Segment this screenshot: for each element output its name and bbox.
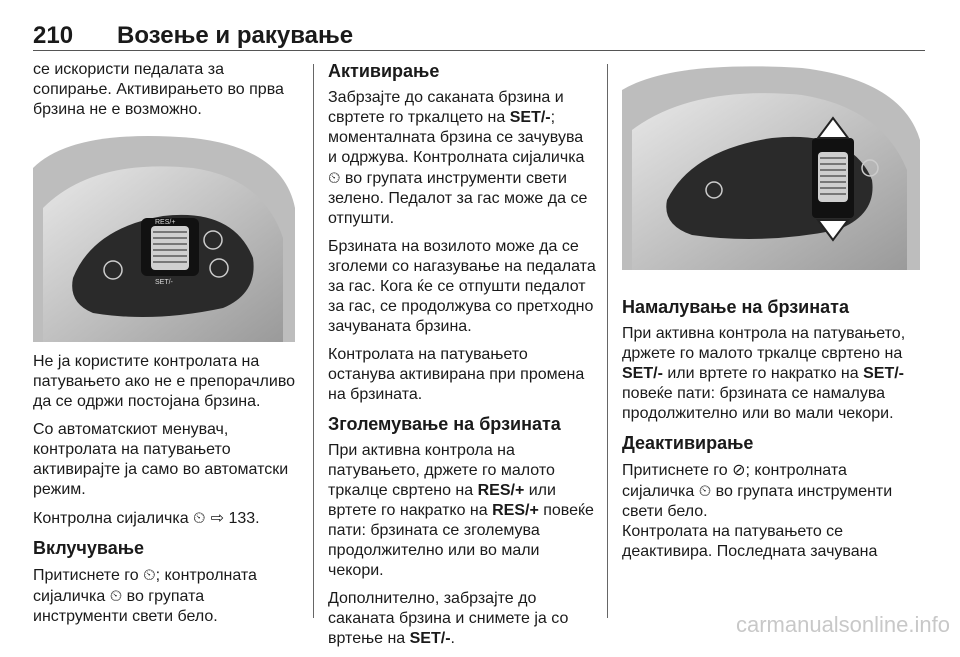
set-label: SET/- [155, 279, 173, 286]
section-heading: Деактивирање [622, 433, 754, 453]
page-reference-icon: ⇨ [205, 508, 225, 527]
page-number: 210 [33, 22, 74, 49]
paragraph: Забрзајте до саканата брзина и свртете го тркалцето на SET/-; моменталната брзина се зачувува и одржува. Контролната сијаличка ⏲ во групата инструменти свети зелено. Педалот за гас може да се отпушти. [328, 89, 588, 227]
paragraph: Со автоматскиот менувач, контролата на патувањето активирајте ја само во автоматски режим. [33, 421, 289, 498]
header-rule [33, 50, 925, 51]
cruise-control-icon: ⏲ [698, 481, 712, 500]
paragraph: Притиснете го ⏲; контролната сијаличка ⏲ во групата инструменти свети бело. [33, 565, 257, 625]
cruise-cancel-icon: ⊘ [732, 460, 746, 479]
steering-wheel-figure [33, 128, 295, 342]
cruise-control-icon: ⏲ [109, 586, 123, 605]
steering-wheel-figure [622, 60, 920, 270]
paragraph: Брзината на возилото може да се зголеми со нагазување на педалата за гас. Кога ќе се отпушти педалот за гас, се продолжува со претходно зачуваната брзина. [328, 238, 596, 335]
column-2 [328, 60, 596, 657]
column-3 [622, 60, 922, 570]
section-heading: Вклучување [33, 538, 145, 558]
paragraph: се искористи педалата за сопирање. Активирањето во прва брзина не е возможно. [33, 61, 284, 118]
column-1 [33, 60, 298, 635]
paragraph: Притиснете го ⊘; контролната сијаличка ⏲ во групата инструменти свети бело. [622, 460, 893, 520]
paragraph: Контролна сијаличка ⏲ ⇨ 133. [33, 508, 260, 527]
paragraph: При активна контрола на патувањето, држете го малото тркалце свртено на SET/- или вртете го накратко на SET/- повеќе пати: брзината се намалува продолжително или во мали чекори. [622, 325, 906, 422]
cruise-control-icon: ⏲ [143, 565, 156, 584]
paragraph: Не ја користите контролата на патувањето ако не е препорачливо да се одржи постојана брзина. [33, 353, 296, 410]
cruise-control-icon: ⏲ [328, 168, 341, 187]
res-label: RES/+ [155, 219, 176, 226]
paragraph: При активна контрола на патувањето, држете го малото тркалце свртено на RES/+ или вртете го накратко на RES/+ повеќе пати: брзината се зголемува продолжително или во мали чекори. [328, 442, 594, 579]
paragraph: Контролата на патувањето останува активирана при промена на брзината. [328, 346, 585, 403]
watermark: carmanualsonline.info [735, 612, 950, 637]
cruise-control-icon: ⏲ [193, 508, 206, 527]
section-heading: Активирање [328, 61, 440, 81]
column-divider [313, 64, 314, 618]
paragraph: Дополнително, забрзајте до саканата брзина и снимете ја со вртење на SET/-. [328, 590, 569, 647]
paragraph: Контролата на патувањето се деактивира. Последната зачувана [622, 523, 878, 560]
section-heading: Намалување на брзината [622, 297, 849, 317]
section-heading: Зголемување на брзината [328, 414, 561, 434]
page-header [33, 22, 925, 48]
column-divider [607, 64, 608, 618]
chapter-title: Возење и ракување [117, 22, 354, 49]
